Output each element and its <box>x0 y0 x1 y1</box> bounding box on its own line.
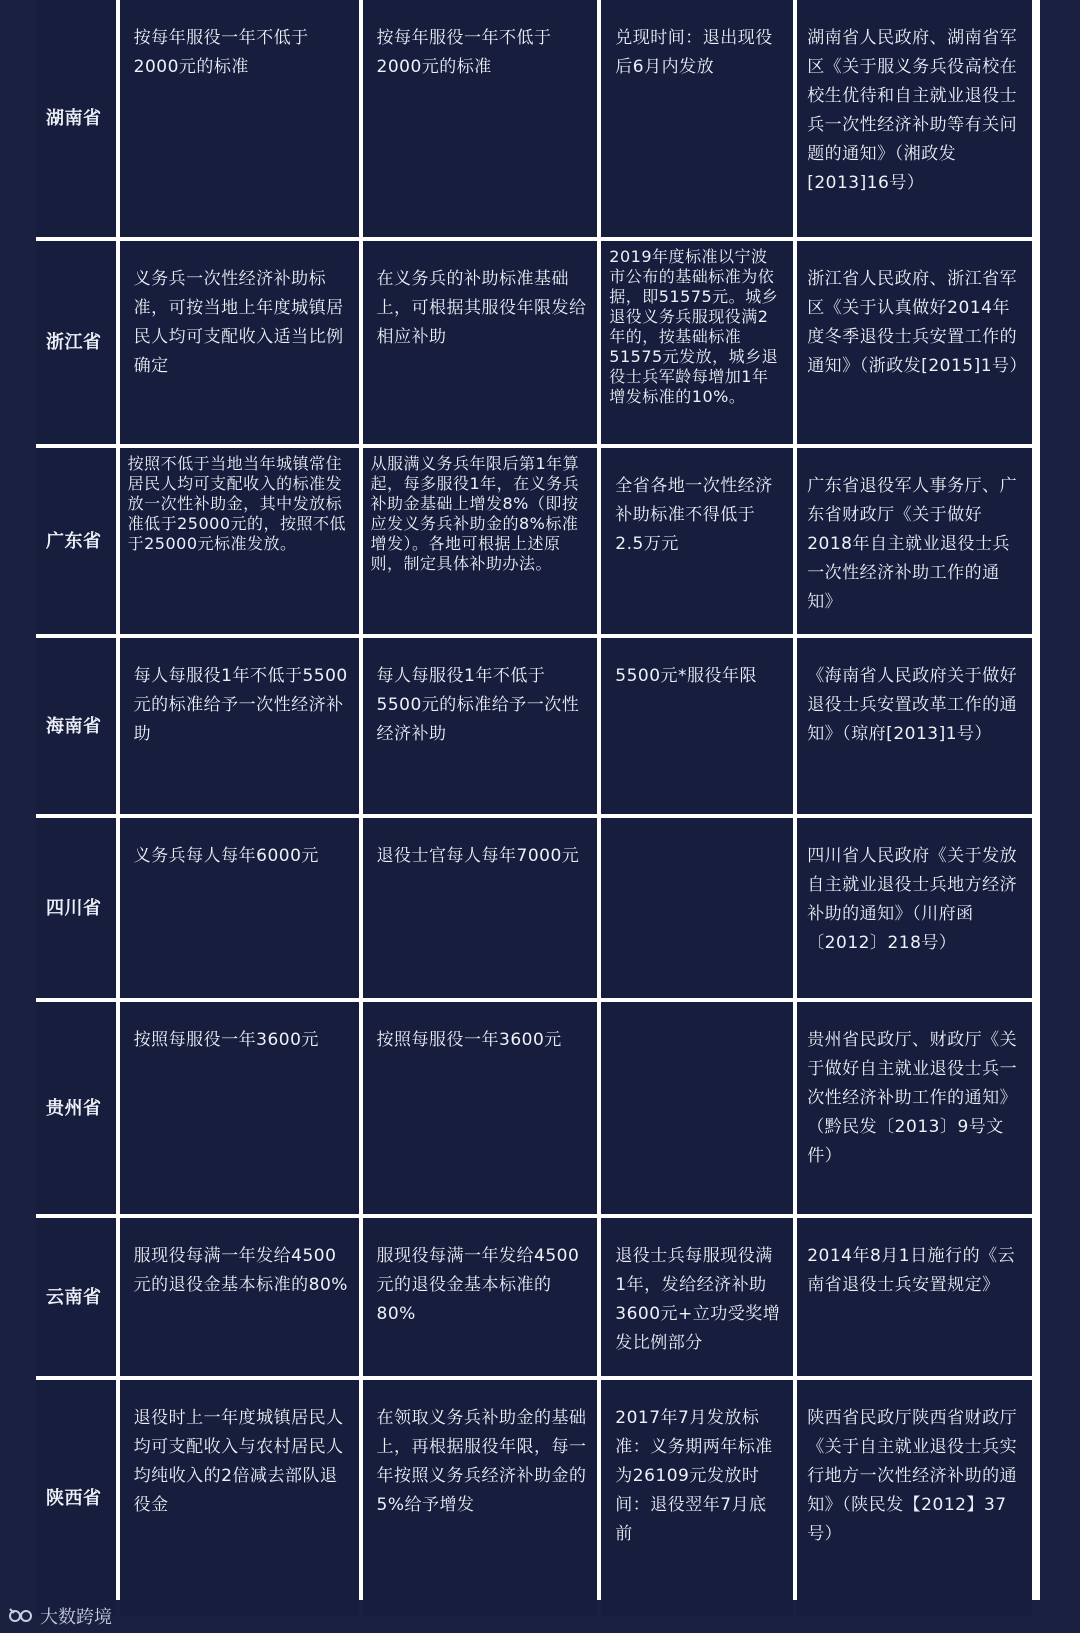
table-cell: 兑现时间：退出现役后6月内发放 <box>601 0 793 237</box>
table-cell: 按照每服役一年3600元 <box>363 1002 598 1214</box>
province-cell: 浙江省 <box>36 241 116 444</box>
table-cell: 按照不低于当地当年城镇常住居民人均可支配收入的标准发放一次性补助金，其中发放标准低于25000元的，按照不低于25000元标准发放。 <box>120 448 359 634</box>
table-row <box>36 1218 1032 1376</box>
table-cell: 按每年服役一年不低于2000元的标准 <box>120 0 359 237</box>
table-row <box>36 1002 1032 1214</box>
table-cell: 每人每服役1年不低于5500元的标准给予一次性经济补助 <box>120 638 359 814</box>
table-cell-empty <box>601 1002 793 1214</box>
table-cell: 服现役每满一年发给4500元的退役金基本标准的80% <box>363 1218 598 1376</box>
table-row <box>36 448 1032 634</box>
province-cell: 云南省 <box>36 1218 116 1376</box>
table-row <box>36 0 1032 237</box>
policy-document-cell: 2014年8月1日施行的《云南省退役士兵安置规定》 <box>797 1218 1032 1376</box>
policy-document-cell: 广东省退役军人事务厅、广东省财政厅《关于做好2018年自主就业退役士兵一次性经济补助工作的通知》 <box>797 448 1032 634</box>
table-cell: 义务兵每人每年6000元 <box>120 818 359 998</box>
dashu-logo-icon <box>8 1606 34 1626</box>
table-cell: 从服满义务兵年限后第1年算起，每多服役1年，在义务兵补助金基础上增发8%（即按应发义务兵补助金的8%标准增发）。各地可根据上述原则，制定具体补助办法。 <box>363 448 598 634</box>
table-cell: 按每年服役一年不低于2000元的标准 <box>363 0 598 237</box>
policy-table <box>32 0 1036 1620</box>
policy-document-cell: 四川省人民政府《关于发放自主就业退役士兵地方经济补助的通知》（川府函〔2012〕218号） <box>797 818 1032 998</box>
province-cell: 陕西省 <box>36 1380 116 1616</box>
table-cell: 服现役每满一年发给4500元的退役金基本标准的80% <box>120 1218 359 1376</box>
table-cell: 2019年度标准以宁波市公布的基础标准为依据，即51575元。城乡退役义务兵服现役满2年的，按基础标准51575元发放，城乡退役士兵军龄每增加1年增发标准的10%。 <box>601 241 793 444</box>
table-row <box>36 241 1032 444</box>
policy-document-cell: 湖南省人民政府、湖南省军区《关于服义务兵役高校在校生优待和自主就业退役士兵一次性经济补助等有关问题的通知》（湘政发[2013]16号） <box>797 0 1032 237</box>
table-cell-empty <box>601 818 793 998</box>
watermark-text: 大数跨境 <box>40 1607 112 1628</box>
table-cell: 5500元*服役年限 <box>601 638 793 814</box>
table-cell: 在义务兵的补助标准基础上，可根据其服役年限发给相应补助 <box>363 241 598 444</box>
policy-document-cell: 陕西省民政厅陕西省财政厅《关于自主就业退役士兵实行地方一次性经济补助的通知》（陕民发【2012】37号） <box>797 1380 1032 1616</box>
policy-document-cell: 浙江省人民政府、浙江省军区《关于认真做好2014年度冬季退役士兵安置工作的通知》（浙政发[2015]1号） <box>797 241 1032 444</box>
province-cell: 广东省 <box>36 448 116 634</box>
policy-document-cell: 《海南省人民政府关于做好退役士兵安置改革工作的通知》（琼府[2013]1号） <box>797 638 1032 814</box>
policy-table-frame <box>36 0 1040 1600</box>
province-cell: 贵州省 <box>36 1002 116 1214</box>
table-cell: 2017年7月发放标准：义务期两年标准为26109元发放时间：退役翌年7月底前 <box>601 1380 793 1616</box>
table-cell: 退役时上一年度城镇居民人均可支配收入与农村居民人均纯收入的2倍减去部队退役金 <box>120 1380 359 1616</box>
table-row <box>36 818 1032 998</box>
table-row <box>36 1380 1032 1616</box>
watermark <box>8 1601 112 1631</box>
province-cell: 湖南省 <box>36 0 116 237</box>
policy-document-cell: 贵州省民政厅、财政厅《关于做好自主就业退役士兵一次性经济补助工作的通知》（黔民发〔2013〕9号文件） <box>797 1002 1032 1214</box>
table-cell: 在领取义务兵补助金的基础上，再根据服役年限，每一年按照义务兵经济补助金的5%给予增发 <box>363 1380 598 1616</box>
table-cell: 每人每服役1年不低于5500元的标准给予一次性经济补助 <box>363 638 598 814</box>
table-cell: 按照每服役一年3600元 <box>120 1002 359 1214</box>
table-cell: 退役士兵每服现役满1年，发给经济补助 3600元+立功受奖增发比例部分 <box>601 1218 793 1376</box>
table-row <box>36 638 1032 814</box>
province-cell: 海南省 <box>36 638 116 814</box>
province-cell: 四川省 <box>36 818 116 998</box>
table-cell: 全省各地一次性经济补助标准不得低于2.5万元 <box>601 448 793 634</box>
table-cell: 义务兵一次性经济补助标准，可按当地上年度城镇居民人均可支配收入适当比例确定 <box>120 241 359 444</box>
table-cell: 退役士官每人每年7000元 <box>363 818 598 998</box>
